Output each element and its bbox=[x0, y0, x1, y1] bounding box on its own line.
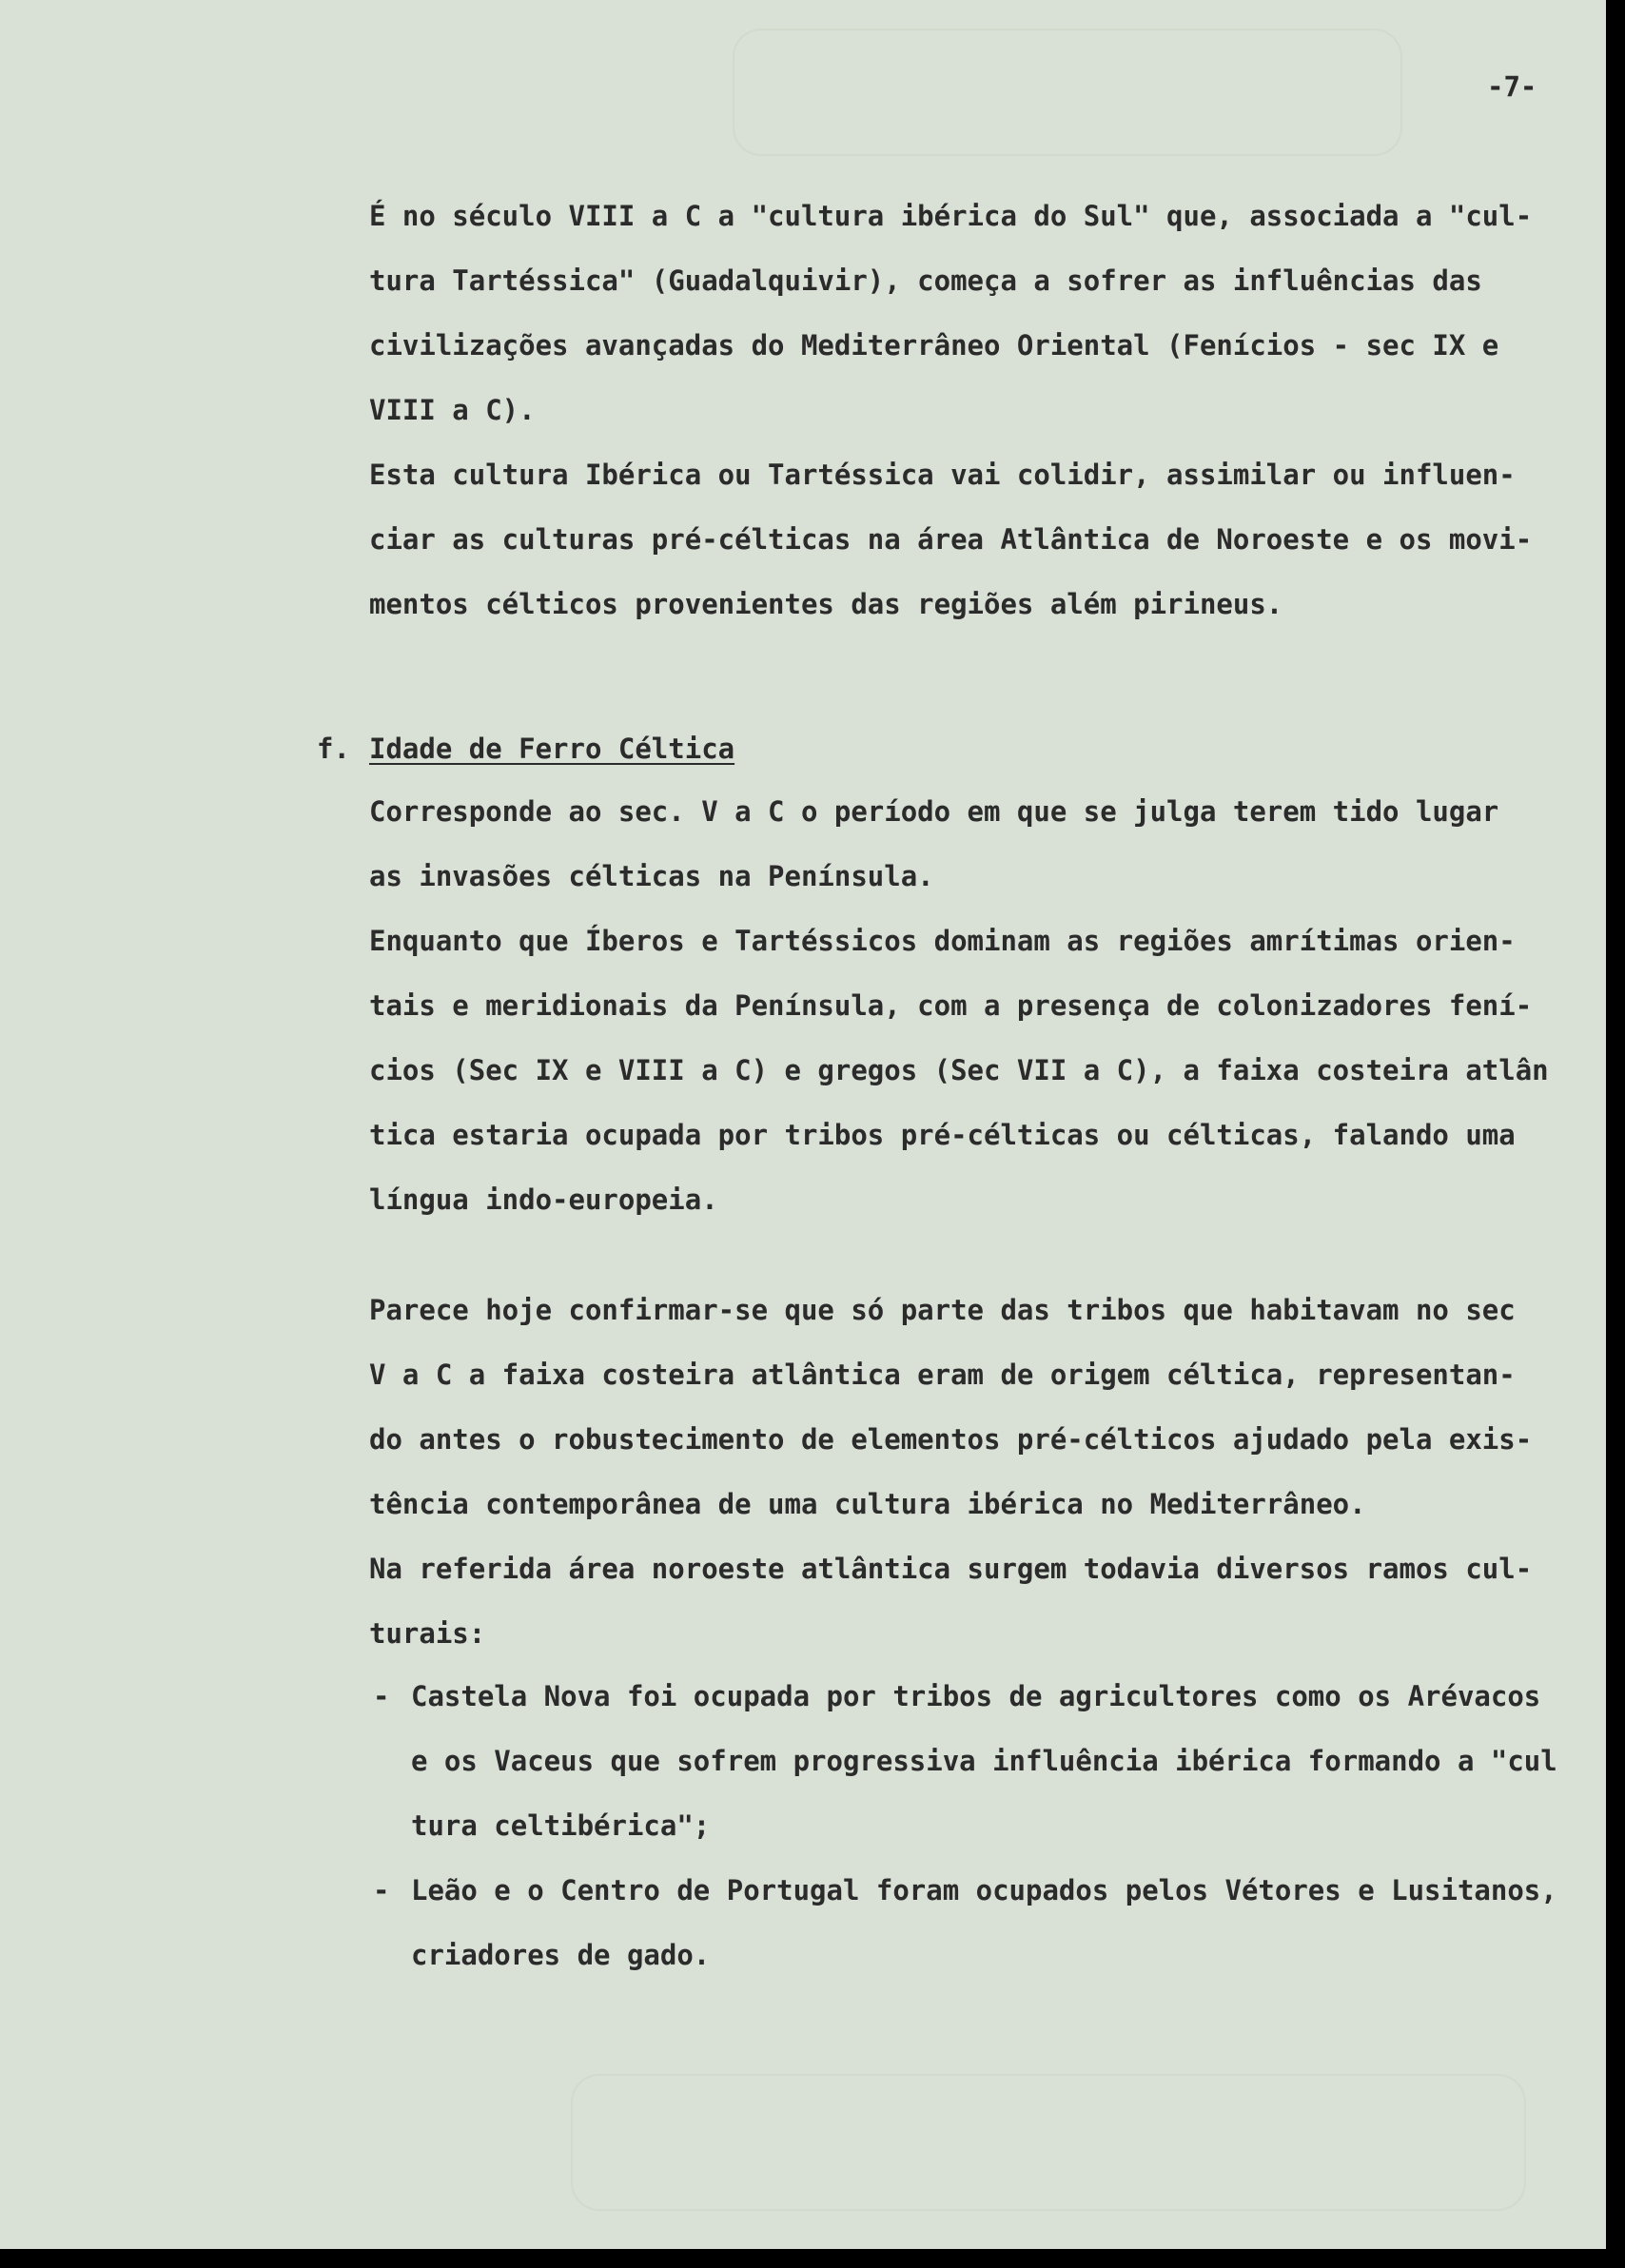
list-item-line: tura celtibérica"; bbox=[411, 1809, 711, 1842]
paragraph-2-line: Na referida área noroeste atlântica surgem todavia diversos ramos cul- bbox=[369, 1553, 1533, 1585]
paragraph-1-line: Esta cultura Ibérica ou Tartéssica vai colidir, assimilar ou influen- bbox=[369, 459, 1516, 491]
page-number: -7- bbox=[1487, 70, 1537, 103]
paragraph-2-line: tência contemporânea de uma cultura ibérica no Mediterrâneo. bbox=[369, 1488, 1366, 1520]
section-line: as invasões célticas na Península. bbox=[369, 860, 934, 892]
section-line: língua indo-europeia. bbox=[369, 1183, 718, 1216]
section-line: tais e meridionais da Península, com a presença de colonizadores fení- bbox=[369, 989, 1533, 1022]
list-bullet: - bbox=[373, 1874, 390, 1906]
list-item-line: e os Vaceus que sofrem progressiva influência ibérica formando a "cul bbox=[411, 1745, 1557, 1777]
list-item-line: Castela Nova foi ocupada por tribos de agricultores como os Arévacos bbox=[411, 1680, 1541, 1712]
paragraph-1-line: mentos célticos provenientes das regiões além pirineus. bbox=[369, 588, 1283, 620]
section-heading: Idade de Ferro Céltica bbox=[369, 733, 735, 765]
paragraph-2-line: V a C a faixa costeira atlântica eram de origem céltica, representan- bbox=[369, 1359, 1516, 1391]
section-line: cios (Sec IX e VIII a C) e gregos (Sec VII a C), a faixa costeira atlân bbox=[369, 1054, 1549, 1086]
paragraph-1-line: civilizações avançadas do Mediterrâneo Oriental (Fenícios - sec IX e bbox=[369, 329, 1499, 362]
paragraph-1-line: VIII a C). bbox=[369, 394, 536, 426]
section-line: Corresponde ao sec. V a C o período em que se julga terem tido lugar bbox=[369, 795, 1499, 828]
paragraph-2-line: Parece hoje confirmar-se que só parte das tribos que habitavam no sec bbox=[369, 1294, 1516, 1326]
section-line: tica estaria ocupada por tribos pré-célticas ou célticas, falando uma bbox=[369, 1119, 1516, 1151]
paragraph-1-line: É no século VIII a C a "cultura ibérica do Sul" que, associada a "cul- bbox=[369, 200, 1533, 232]
list-item-line: criadores de gado. bbox=[411, 1939, 711, 1971]
paragraph-2-line: turais: bbox=[369, 1617, 486, 1650]
section-marker: f. bbox=[317, 733, 350, 765]
bleed-through-mark bbox=[733, 29, 1402, 156]
paragraph-2-line: do antes o robustecimento de elementos pré-célticos ajudado pela exis- bbox=[369, 1423, 1533, 1456]
paragraph-1-line: tura Tartéssica" (Guadalquivir), começa a sofrer as influências das bbox=[369, 264, 1482, 297]
list-bullet: - bbox=[373, 1680, 390, 1712]
bleed-through-mark bbox=[571, 2074, 1526, 2211]
paragraph-1-line: ciar as culturas pré-célticas na área Atlântica de Noroeste e os movi- bbox=[369, 523, 1533, 556]
list-item-line: Leão e o Centro de Portugal foram ocupados pelos Vétores e Lusitanos, bbox=[411, 1874, 1557, 1906]
section-line: Enquanto que Íberos e Tartéssicos dominam as regiões amrítimas orien- bbox=[369, 925, 1516, 957]
